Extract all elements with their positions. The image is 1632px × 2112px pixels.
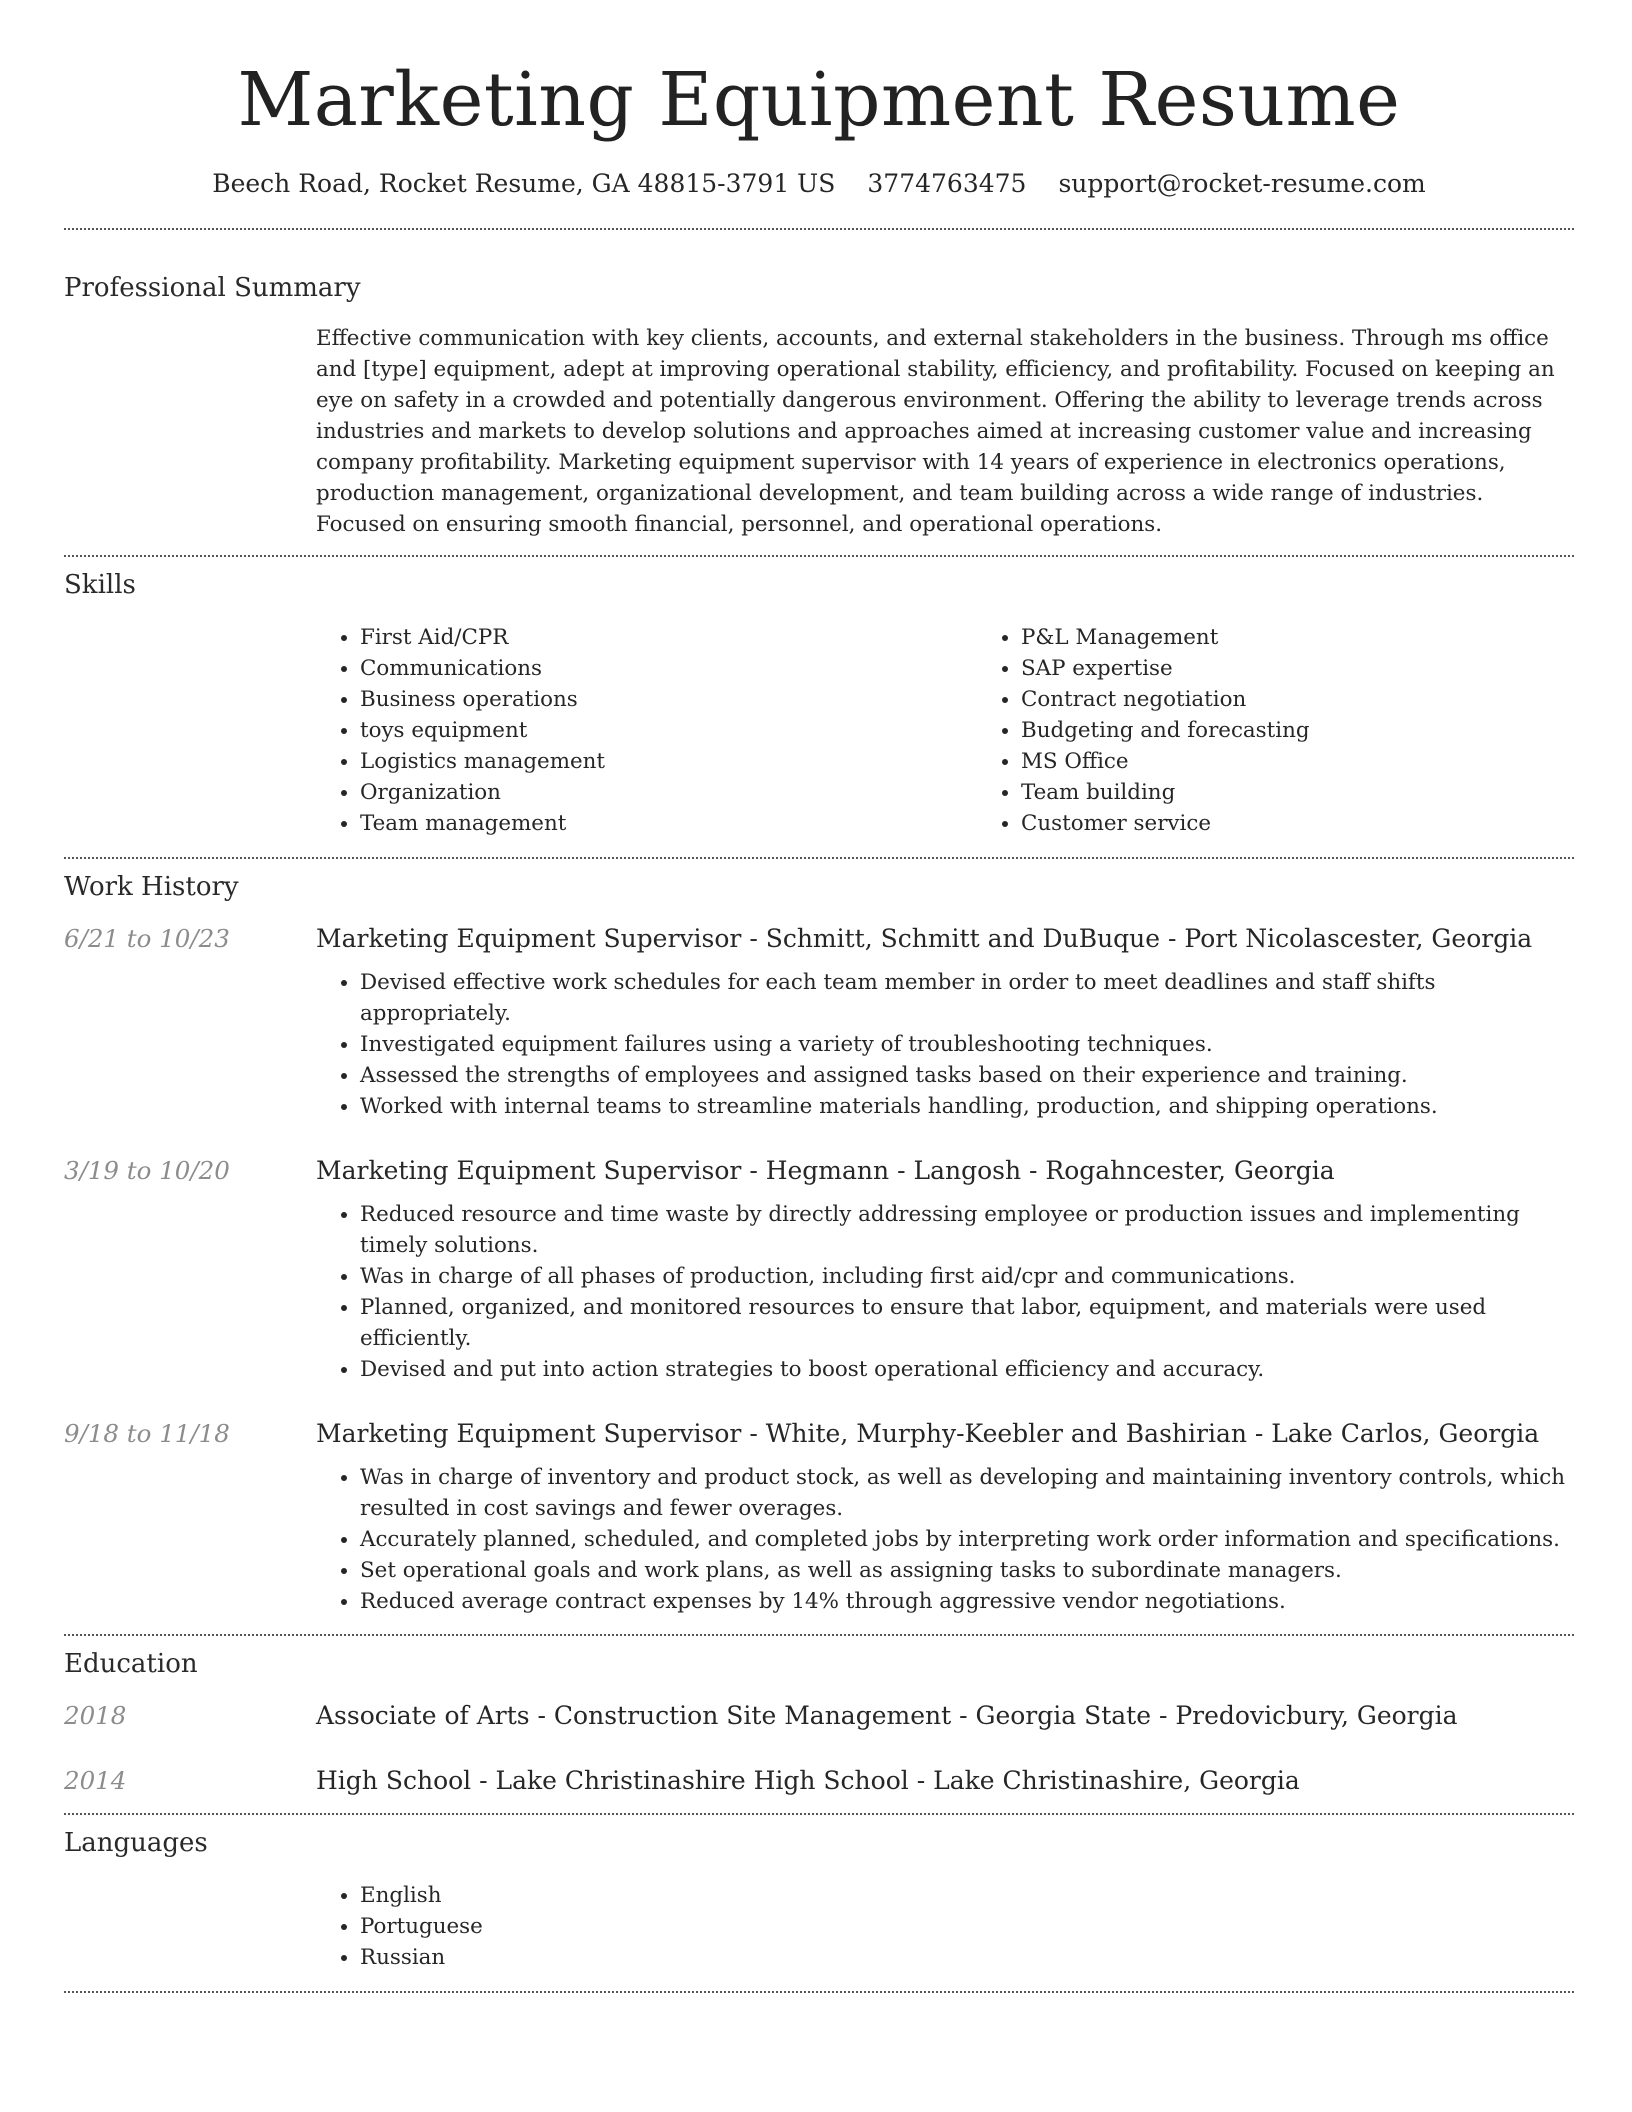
job-bullets [316, 967, 1574, 1122]
languages-section [64, 1815, 1574, 1973]
list-item: • Planned, organized, and monitored resources to ensure that labor, equipment, and materials were used efficiently. [360, 1292, 1574, 1354]
list-item: • MS Office [1021, 746, 1632, 777]
education-year: 2014 [64, 1766, 127, 1796]
list-item: • Communications [360, 653, 977, 684]
job-title: Marketing Equipment Supervisor - Schmitt, Schmitt and DuBuque - Port Nicolascester, Georgia [316, 924, 1533, 954]
job-entry [64, 1156, 1574, 1385]
contact-email: support@rocket-resume.com [1058, 169, 1426, 199]
list-item: • Investigated equipment failures using a variety of troubleshooting techniques. [360, 1029, 1574, 1060]
job-title: Marketing Equipment Supervisor - Hegmann - Langosh - Rogahncester, Georgia [316, 1156, 1335, 1186]
list-item: • Worked with internal teams to streamline materials handling, production, and shipping operations. [360, 1091, 1574, 1122]
list-item: • toys equipment [360, 715, 977, 746]
job-dates: 3/19 to 10/20 [64, 1156, 230, 1186]
list-item: • Set operational goals and work plans, as well as assigning tasks to subordinate managers. [360, 1555, 1574, 1586]
list-item: • Team building [1021, 777, 1632, 808]
list-item: • Organization [360, 777, 977, 808]
list-item: • Russian [360, 1942, 1574, 1973]
list-item: • Assessed the strengths of employees and assigned tasks based on their experience and training. [360, 1060, 1574, 1091]
resume-page [64, 0, 1574, 1993]
list-item: • P&L Management [1021, 622, 1632, 653]
job-bullets [316, 1462, 1574, 1617]
skills-section [64, 557, 1574, 839]
section-title-skills: Skills [64, 570, 136, 601]
list-item: • Contract negotiation [1021, 684, 1632, 715]
education-text: High School - Lake Christinashire High School - Lake Christinashire, Georgia [316, 1766, 1300, 1796]
contact-phone: 3774763475 [867, 169, 1027, 199]
job-bullets [316, 1199, 1574, 1385]
languages-list [316, 1880, 1574, 1973]
education-section [64, 1636, 1574, 1795]
list-item: • Budgeting and forecasting [1021, 715, 1632, 746]
summary-text: Effective communication with key clients, accounts, and external stakeholders in the business. Through ms office and [type] equipment, adept at improving operational stability, efficiency, and profitability. Focused on keeping an eye on safety in a crowded and potentially dangerous environment. Offering the ability to leverage trends across industries and markets to develop solutions and approaches aimed at increasing customer value and increasing company profitability. Marketing equipment supervisor with 14 years of experience in electronics operations, production management, organizational development, and team building across a wide range of industries. Focused on ensuring smooth financial, personnel, and operational operations. [316, 326, 1555, 538]
section-title-languages: Languages [64, 1828, 208, 1859]
job-entry [64, 1419, 1574, 1617]
list-item: • Logistics management [360, 746, 977, 777]
list-item: • Business operations [360, 684, 977, 715]
section-title-summary: Professional Summary [64, 273, 361, 304]
section-title-education: Education [64, 1649, 198, 1680]
list-item: • Was in charge of inventory and product stock, as well as developing and maintaining inventory controls, which resulted in cost savings and fewer overages. [360, 1462, 1574, 1524]
list-item: • First Aid/CPR [360, 622, 977, 653]
education-text: Associate of Arts - Construction Site Management - Georgia State - Predovicbury, Georgia [316, 1701, 1458, 1731]
list-item: • Accurately planned, scheduled, and completed jobs by interpreting work order information and specifications. [360, 1524, 1574, 1555]
education-entry [64, 1701, 1574, 1730]
list-item: • Team management [360, 808, 977, 839]
job-dates: 6/21 to 10/23 [64, 924, 230, 954]
skills-column-2 [977, 622, 1632, 839]
list-item: • SAP expertise [1021, 653, 1632, 684]
list-item: • Portuguese [360, 1911, 1574, 1942]
job-title: Marketing Equipment Supervisor - White, Murphy-Keebler and Bashirian - Lake Carlos, Georgia [316, 1419, 1540, 1449]
list-item: • Was in charge of all phases of production, including first aid/cpr and communications. [360, 1261, 1574, 1292]
list-item: • Devised effective work schedules for each team member in order to meet deadlines and staff shifts appropriately. [360, 967, 1574, 1029]
divider [64, 1991, 1574, 1993]
work-section [64, 859, 1574, 1617]
section-title-work: Work History [64, 872, 239, 903]
list-item: • Reduced average contract expenses by 14% through aggressive vendor negotiations. [360, 1586, 1574, 1617]
job-entry [64, 924, 1574, 1122]
skills-list [316, 622, 1632, 839]
contact-address: Beech Road, Rocket Resume, GA 48815-3791 US [212, 169, 836, 199]
list-item: • Customer service [1021, 808, 1632, 839]
job-dates: 9/18 to 11/18 [64, 1419, 230, 1449]
list-item: • English [360, 1880, 1574, 1911]
list-item: • Devised and put into action strategies to boost operational efficiency and accuracy. [360, 1354, 1574, 1385]
skills-column-1 [316, 622, 977, 839]
education-entry [64, 1766, 1574, 1795]
list-item: • Reduced resource and time waste by directly addressing employee or production issues and implementing timely solutions. [360, 1199, 1574, 1261]
education-year: 2018 [64, 1701, 127, 1731]
resume-title: Marketing Equipment Resume [237, 57, 1401, 143]
contact-line [64, 169, 1574, 198]
summary-section [64, 230, 1574, 540]
